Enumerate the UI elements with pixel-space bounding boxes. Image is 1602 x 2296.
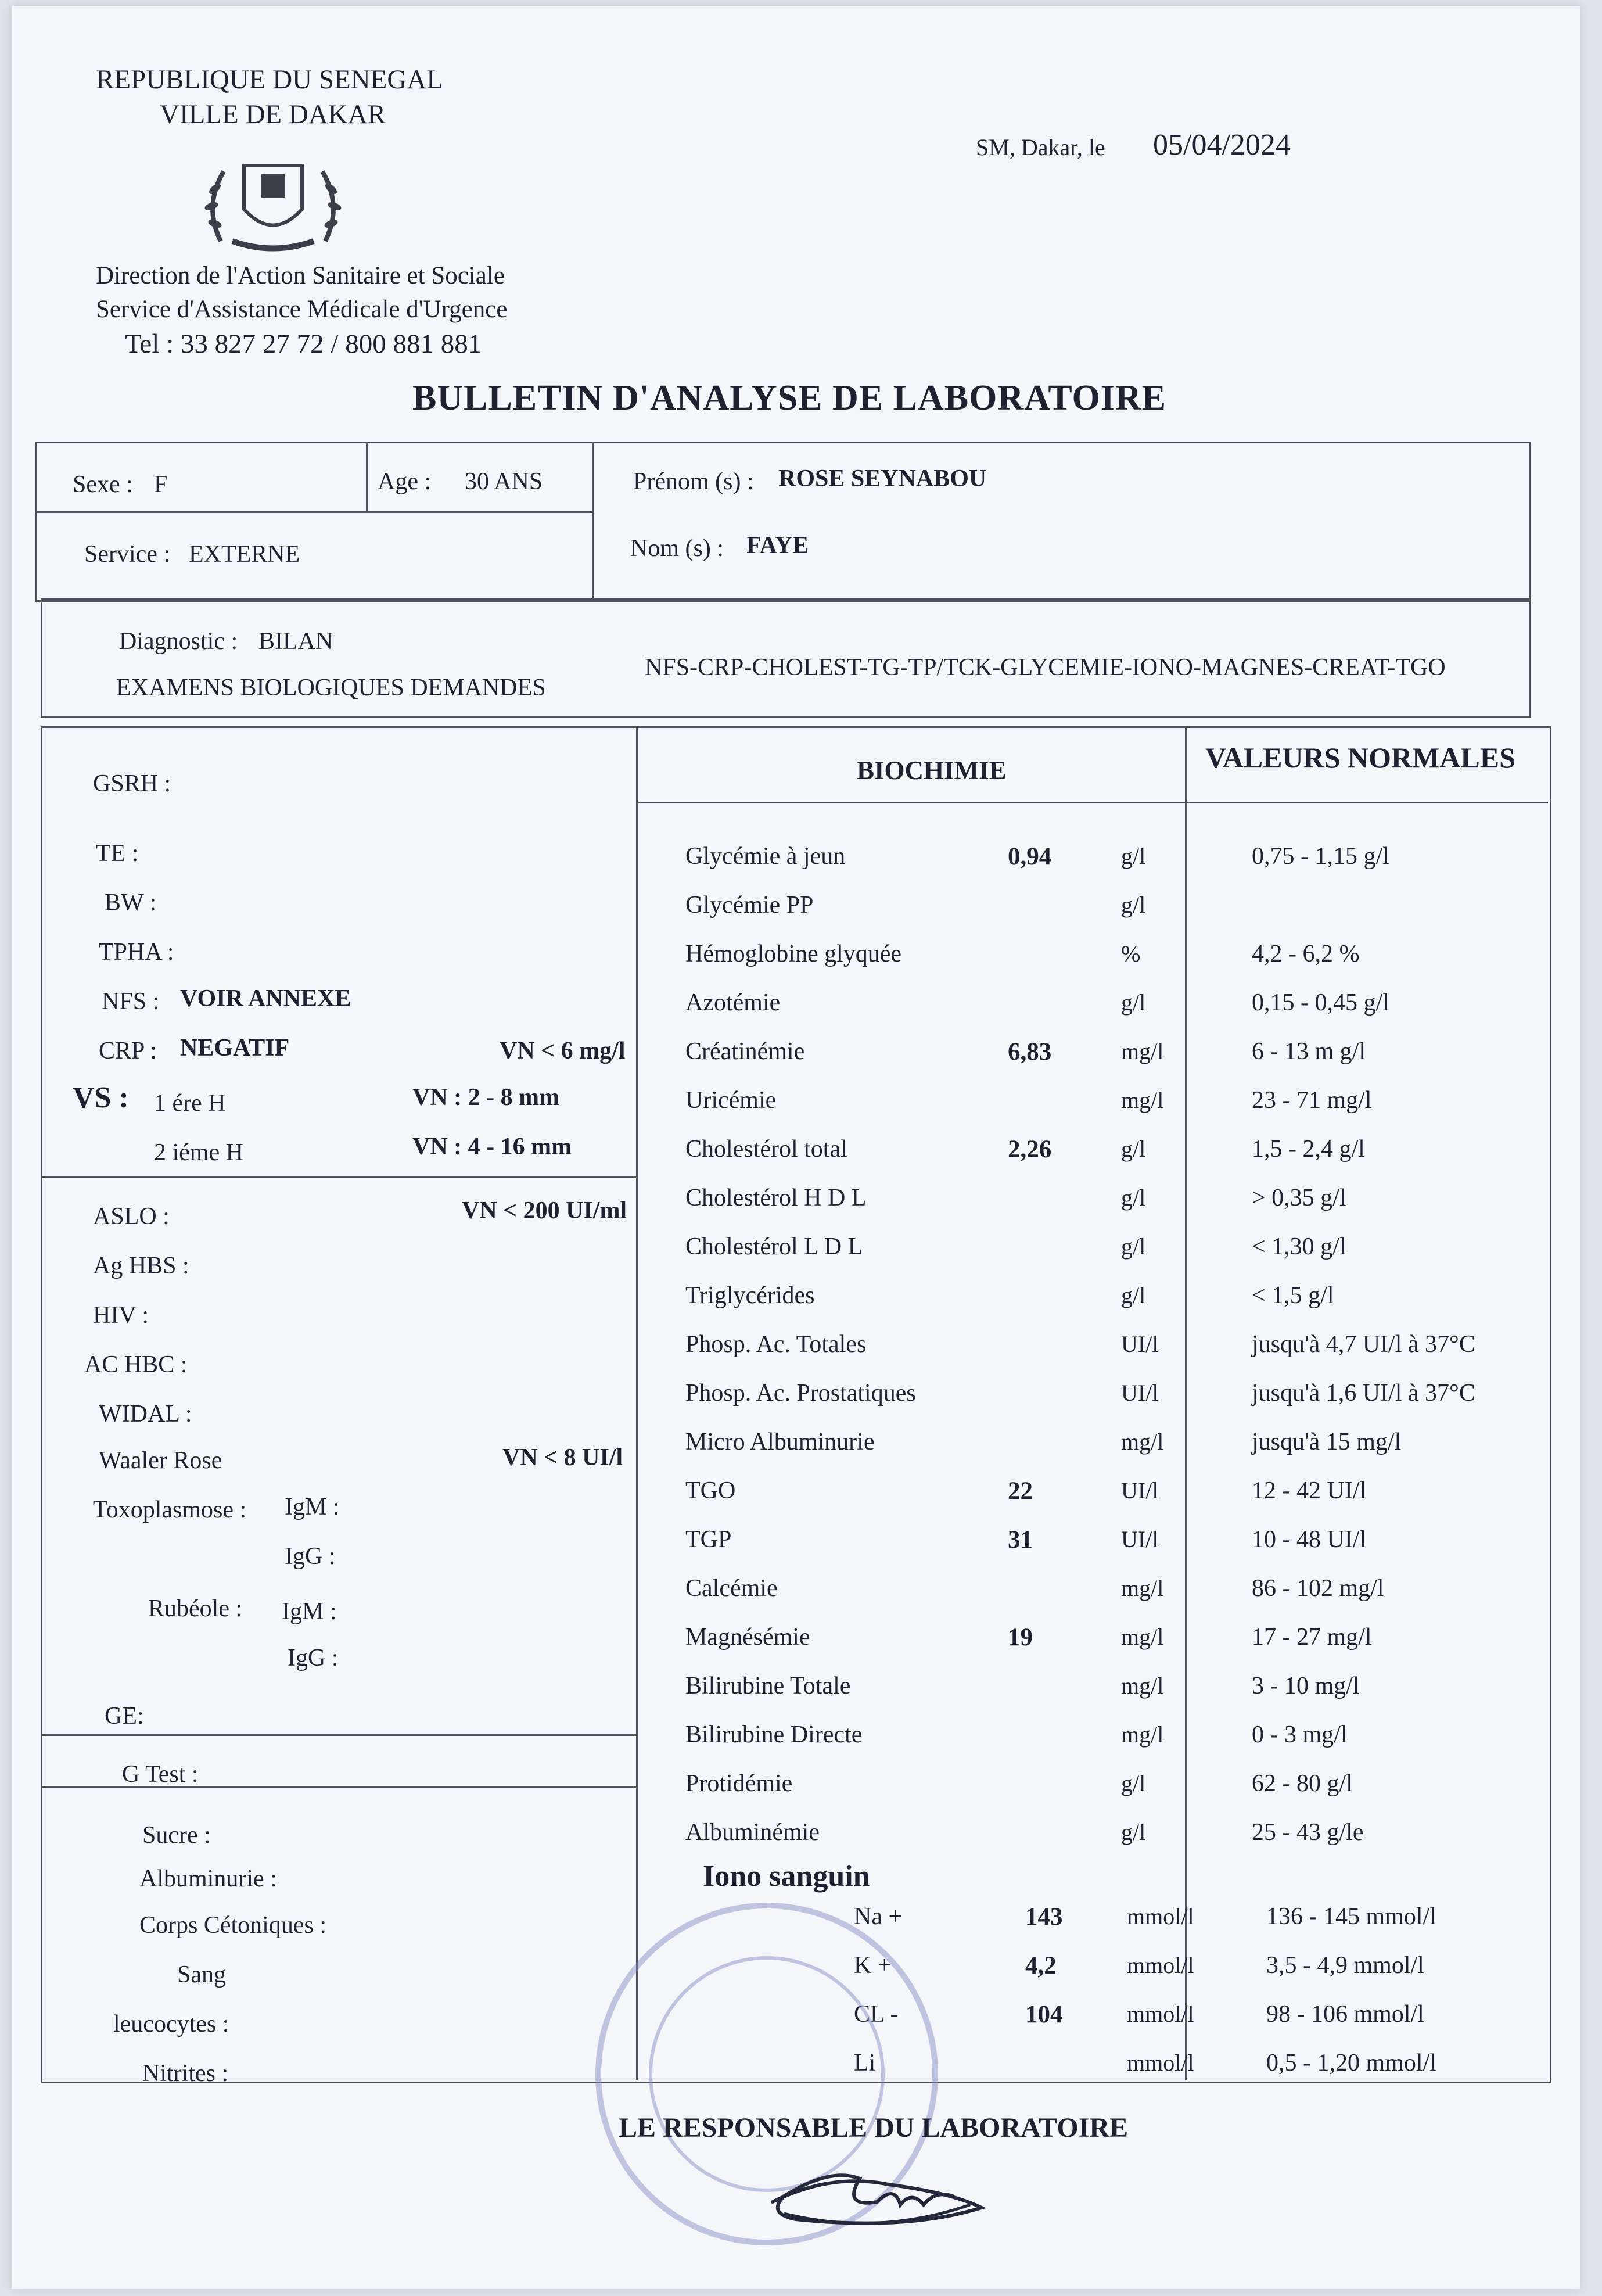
analyte-normal-range: 23 - 71 mg/l xyxy=(1252,1087,1372,1114)
vs2-normal: VN : 4 - 16 mm xyxy=(412,1133,572,1160)
divider xyxy=(35,511,592,513)
signature xyxy=(761,2150,993,2243)
analyte-name: Micro Albuminurie xyxy=(685,1429,875,1455)
analyte-normal-range: jusqu'à 4,7 UI/l à 37°C xyxy=(1252,1331,1475,1358)
analyte-name: Cholestérol total xyxy=(685,1136,847,1163)
analyte-unit: mg/l xyxy=(1121,1721,1164,1748)
analyte-unit: UI/l xyxy=(1121,1477,1159,1504)
analyte-normal-range: > 0,35 g/l xyxy=(1252,1185,1346,1211)
analyte-value: 0,94 xyxy=(1008,843,1052,870)
divider xyxy=(1185,726,1187,2080)
analyte-unit: mg/l xyxy=(1121,1575,1164,1601)
analyte-unit: mg/l xyxy=(1121,1673,1164,1699)
analyte-unit: g/l xyxy=(1121,1136,1146,1162)
tpha-label: TPHA : xyxy=(99,939,174,966)
document-page xyxy=(12,6,1580,2289)
analyte-name: Azotémie xyxy=(685,989,781,1016)
leucocytes-label: leucocytes : xyxy=(113,2011,229,2037)
place-date-label: SM, Dakar, le xyxy=(976,134,1105,160)
analyte-value: 2,26 xyxy=(1008,1136,1052,1163)
ion-normal-range: 136 - 145 mmol/l xyxy=(1266,1903,1436,1930)
ion-name: CL - xyxy=(854,2001,899,2028)
analyte-normal-range: 0,15 - 0,45 g/l xyxy=(1252,989,1389,1016)
analyte-value: 19 xyxy=(1008,1624,1033,1651)
ge-label: GE: xyxy=(105,1703,144,1730)
analyte-name: Hémoglobine glyquée xyxy=(685,941,902,967)
analyte-normal-range: 1,5 - 2,4 g/l xyxy=(1252,1136,1365,1163)
ion-unit: mmol/l xyxy=(1127,2050,1194,2076)
ion-unit: mmol/l xyxy=(1127,1903,1194,1929)
analyte-unit: mg/l xyxy=(1121,1087,1164,1113)
analyte-unit: UI/l xyxy=(1121,1380,1159,1406)
examens-label: EXAMENS BIOLOGIQUES DEMANDES xyxy=(116,675,546,701)
analyte-name: Cholestérol L D L xyxy=(685,1233,863,1260)
analyte-unit: g/l xyxy=(1121,843,1146,869)
vs1-label: 1 ére H xyxy=(154,1090,226,1117)
service-text: Service d'Assistance Médicale d'Urgence xyxy=(96,296,508,323)
analyte-name: Glycémie PP xyxy=(685,892,814,919)
rub-igm-label: IgM : xyxy=(282,1598,337,1625)
analyte-name: Protidémie xyxy=(685,1770,793,1797)
divider xyxy=(366,442,368,511)
ion-normal-range: 0,5 - 1,20 mmol/l xyxy=(1266,2050,1436,2076)
analyte-name: Magnésémie xyxy=(685,1624,810,1651)
analyte-unit: UI/l xyxy=(1121,1526,1159,1552)
examens-value: NFS-CRP-CHOLEST-TG-TP/TCK-GLYCEMIE-IONO-MAGNES-CREAT-TGO xyxy=(645,654,1446,681)
widal-label: WIDAL : xyxy=(99,1401,192,1427)
normal-values-header: VALEURS NORMALES xyxy=(1205,741,1515,774)
analyte-normal-range: 10 - 48 UI/l xyxy=(1252,1526,1367,1553)
analyte-unit: % xyxy=(1121,941,1141,967)
sucre-label: Sucre : xyxy=(142,1822,211,1849)
toxo-igm-label: IgM : xyxy=(285,1494,340,1520)
waaler-label: Waaler Rose xyxy=(99,1447,222,1474)
corps-cetoniques-label: Corps Cétoniques : xyxy=(139,1912,326,1939)
document-title: BULLETIN D'ANALYSE DE LABORATOIRE xyxy=(412,378,1167,418)
direction-text: Direction de l'Action Sanitaire et Sociale xyxy=(96,262,505,289)
analyte-name: Glycémie à jeun xyxy=(685,843,846,870)
analyte-name: Cholestérol H D L xyxy=(685,1185,867,1211)
analyte-name: Créatinémie xyxy=(685,1038,805,1065)
analyte-name: TGO xyxy=(685,1477,736,1504)
age-label: Age : xyxy=(378,468,432,495)
analyte-normal-range: 4,2 - 6,2 % xyxy=(1252,941,1360,967)
analyte-name: Bilirubine Totale xyxy=(685,1673,851,1699)
vs-label: VS : xyxy=(73,1081,129,1114)
analyte-normal-range: 17 - 27 mg/l xyxy=(1252,1624,1372,1651)
aslo-normal: VN < 200 UI/ml xyxy=(462,1197,627,1224)
nom-label: Nom (s) : xyxy=(630,535,724,562)
service-value: EXTERNE xyxy=(189,541,300,568)
nfs-label: NFS : xyxy=(102,988,160,1015)
city-heading: VILLE DE DAKAR xyxy=(160,99,386,130)
nitrites-label: Nitrites : xyxy=(142,2060,229,2087)
analyte-value: 6,83 xyxy=(1008,1038,1052,1066)
analyte-unit: g/l xyxy=(1121,1282,1146,1308)
albuminurie-label: Albuminurie : xyxy=(139,1866,277,1892)
analyte-name: Calcémie xyxy=(685,1575,778,1602)
diagnostic-label: Diagnostic : xyxy=(119,628,238,655)
divider xyxy=(592,442,594,598)
analyte-unit: mg/l xyxy=(1121,1038,1164,1064)
rubeole-label: Rubéole : xyxy=(148,1595,243,1622)
aslo-label: ASLO : xyxy=(93,1203,170,1230)
analyte-unit: g/l xyxy=(1121,1770,1146,1796)
service-label: Service : xyxy=(84,541,171,568)
sexe-value: F xyxy=(154,471,168,498)
diagnostic-value: BILAN xyxy=(258,628,333,655)
analyte-unit: g/l xyxy=(1121,1233,1146,1260)
nfs-value: VOIR ANNEXE xyxy=(180,985,351,1012)
crp-value: NEGATIF xyxy=(180,1035,290,1061)
ion-value: 4,2 xyxy=(1025,1952,1057,1979)
analyte-name: Triglycérides xyxy=(685,1282,815,1309)
ion-normal-range: 98 - 106 mmol/l xyxy=(1266,2001,1424,2028)
ion-value: 104 xyxy=(1025,2001,1063,2028)
ion-name: K + xyxy=(854,1952,892,1979)
analyte-name: Uricémie xyxy=(685,1087,777,1114)
republic-heading: REPUBLIQUE DU SENEGAL xyxy=(96,64,443,95)
analyte-normal-range: 12 - 42 UI/l xyxy=(1252,1477,1367,1504)
analyte-unit: g/l xyxy=(1121,1819,1146,1845)
nom-value: FAYE xyxy=(746,532,809,559)
rub-igg-label: IgG : xyxy=(288,1645,339,1671)
analyte-name: Albuminémie xyxy=(685,1819,820,1846)
waaler-normal: VN < 8 UI/l xyxy=(502,1444,623,1471)
analyte-unit: g/l xyxy=(1121,1185,1146,1211)
hiv-label: HIV : xyxy=(93,1302,149,1329)
analyte-name: Bilirubine Directe xyxy=(685,1721,863,1748)
analyte-normal-range: < 1,5 g/l xyxy=(1252,1282,1334,1309)
vs1-normal: VN : 2 - 8 mm xyxy=(412,1084,560,1111)
ion-unit: mmol/l xyxy=(1127,1952,1194,1978)
age-value: 30 ANS xyxy=(465,468,543,495)
analyte-unit: mg/l xyxy=(1121,1624,1164,1650)
toxo-label: Toxoplasmose : xyxy=(93,1497,247,1523)
crp-normal: VN < 6 mg/l xyxy=(500,1038,626,1064)
analyte-name: TGP xyxy=(685,1526,732,1553)
analyte-normal-range: 25 - 43 g/le xyxy=(1252,1819,1364,1846)
ion-name: Na + xyxy=(854,1903,903,1930)
analyte-normal-range: < 1,30 g/l xyxy=(1252,1233,1346,1260)
lab-responsible-label: LE RESPONSABLE DU LABORATOIRE xyxy=(619,2112,1129,2143)
analyte-unit: g/l xyxy=(1121,989,1146,1016)
ion-value: 143 xyxy=(1025,1903,1063,1931)
divider xyxy=(41,1176,636,1178)
telephone-text: Tel : 33 827 27 72 / 800 881 881 xyxy=(125,329,482,359)
analyte-normal-range: jusqu'à 15 mg/l xyxy=(1252,1429,1402,1455)
te-label: TE : xyxy=(96,840,139,867)
analyte-normal-range: jusqu'à 1,6 UI/l à 37°C xyxy=(1252,1380,1475,1407)
vs2-label: 2 iéme H xyxy=(154,1139,243,1166)
aghbs-label: Ag HBS : xyxy=(93,1253,189,1279)
analyte-value: 22 xyxy=(1008,1477,1033,1505)
analyte-unit: mg/l xyxy=(1121,1429,1164,1455)
analyte-name: Phosp. Ac. Totales xyxy=(685,1331,867,1358)
gsrh-label: GSRH : xyxy=(93,770,171,797)
sexe-label: Sexe : xyxy=(73,471,133,498)
gtest-label: G Test : xyxy=(122,1761,199,1788)
divider xyxy=(636,726,638,2080)
analyte-name: Phosp. Ac. Prostatiques xyxy=(685,1380,916,1407)
prenom-label: Prénom (s) : xyxy=(633,468,754,495)
sang-label: Sang xyxy=(177,1961,226,1988)
ion-unit: mmol/l xyxy=(1127,2001,1194,2027)
toxo-igg-label: IgG : xyxy=(285,1543,336,1570)
analyte-value: 31 xyxy=(1008,1526,1033,1554)
iono-header: Iono sanguin xyxy=(703,1860,870,1893)
ion-normal-range: 3,5 - 4,9 mmol/l xyxy=(1266,1952,1424,1979)
coat-of-arms-emblem xyxy=(197,154,349,253)
report-date: 05/04/2024 xyxy=(1153,128,1291,162)
bw-label: BW : xyxy=(105,889,157,916)
divider xyxy=(636,802,1548,803)
analyte-normal-range: 0,75 - 1,15 g/l xyxy=(1252,843,1389,870)
ion-name: Li xyxy=(854,2050,876,2076)
analyte-unit: g/l xyxy=(1121,892,1146,918)
analyte-unit: UI/l xyxy=(1121,1331,1159,1357)
prenom-value: ROSE SEYNABOU xyxy=(778,465,987,492)
divider xyxy=(41,1734,636,1736)
analyte-normal-range: 3 - 10 mg/l xyxy=(1252,1673,1360,1699)
achbc-label: AC HBC : xyxy=(84,1351,188,1378)
analyte-normal-range: 0 - 3 mg/l xyxy=(1252,1721,1348,1748)
analyte-normal-range: 86 - 102 mg/l xyxy=(1252,1575,1384,1602)
analyte-normal-range: 6 - 13 m g/l xyxy=(1252,1038,1366,1065)
biochimie-header: BIOCHIMIE xyxy=(857,756,1007,785)
analyte-normal-range: 62 - 80 g/l xyxy=(1252,1770,1353,1797)
crp-label: CRP : xyxy=(99,1038,157,1064)
